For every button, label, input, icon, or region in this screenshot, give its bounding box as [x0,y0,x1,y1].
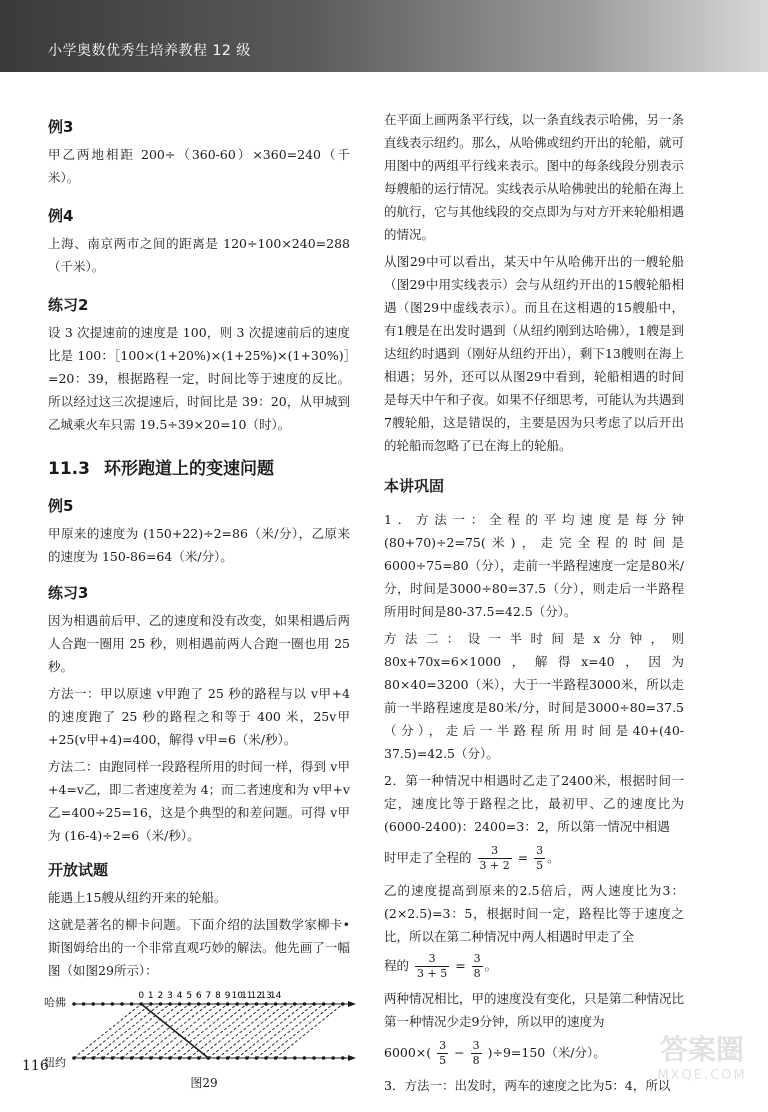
practice-2-text: 设 3 次提速前的速度是 100，则 3 次提速前后的速度比是 100：［100×(1+20%)×(1+25%)×(1+30%)］=20：39，根据路程一定，时间比等于速度的反比。所以经过这三次提速后，时间比是 39：20，从甲城到乙城乘火车只需 19.5÷39×20=10（时）。 [48,325,350,432]
figure-analysis: 从图29中可以看出，某天中午从哈佛开出的一艘轮船（图29中用实线表示）会与从纽约开出的15艘轮船相遇（图29中虚线表示）。而且在这相遇的15艘船中，有1艘是在出发时遇到（从纽约刚到达哈佛），1艘是到达纽约时遇到（刚好从纽约开出），剩下13艘则在海上相遇；另外，还可以从图29中看到，轮船相遇的时间是每天中午和子夜。如果不仔细思考，可能认为共遇到7艘轮船，这是错误的，主要是因为只考虑了以后开出的轮船而忽略了已在海上的轮船。 [384,254,685,453]
day-tick-label: 3 [167,991,173,1001]
newyork-ship-dashed-line [170,1004,237,1058]
newyork-day-dot [283,1056,287,1060]
practice-2-heading: 练习2 [48,296,89,314]
day-tick-label: 4 [176,991,183,1001]
newyork-ship-dashed-line [74,1004,141,1058]
newyork-ship-dashed-line [247,1004,314,1058]
newyork-ship-dashed-line [180,1004,247,1058]
practice-3-para-3: 方法二：由跑同样一段路程所用的时间一样，得到 v甲+4=v乙，即二者速度差为 4；而二者速度和为 v甲+v乙=400÷25=16，这是个典型的和差问题。可得 v甲为 (16-4)÷2=6（米/秒）。 [48,759,350,843]
section-number: 11.3 [48,459,90,479]
harvard-day-dot [82,1002,86,1006]
review-heading: 本讲巩固 [384,477,445,495]
newyork-ship-dashed-line [208,1004,275,1058]
ship-schedule-diagram [44,986,364,1076]
day-tick-label: 5 [186,991,193,1001]
harvard-arrowhead [348,1001,356,1007]
fraction-3-over-3plus2: $\frac{3}{3 + 2}$ [479,844,510,872]
day-tick-label: 12 [250,991,263,1001]
newyork-ship-dashed-line [256,1004,323,1058]
harvard-label: 哈佛 [44,996,66,1009]
right-column [384,108,684,1101]
newyork-ship-dashed-line [103,1004,170,1058]
day-tick-label: 0 [138,991,145,1001]
newyork-arrowhead [348,1055,356,1061]
newyork-day-dot [303,1056,307,1060]
harvard-day-dot [283,1002,287,1006]
harvard-day-dot [130,1002,134,1006]
fraction-3-over-5: $\frac{3}{5}$ [536,844,544,872]
open-question-para-2: 这就是著名的柳卡问题。下面介绍的法国数学家柳卡•斯图姆给出的一个非常直观巧妙的解法。他先画了一幅图（如图29所示）： [48,917,350,978]
day-tick-label: 10 [231,991,243,1001]
watermark-logo [642,1028,762,1108]
review-answer-2-part-1: 2．第一种情况中相遇时乙走了2400米，根据时间一定，速度比等于路程之比，最初甲、乙的速度比为(6000-2400)：2400=3：2，所以第一情况中相遇 [384,773,684,834]
figure-29 [44,986,364,1090]
day-tick-label: 8 [215,991,221,1001]
harvard-day-dot [101,1002,105,1006]
page-number: 116 [22,1058,49,1074]
newyork-ship-dashed-line [112,1004,179,1058]
newyork-label: 纽约 [44,1056,66,1069]
day-tick-label: 13 [260,991,272,1001]
newyork-day-dot [312,1056,316,1060]
example-5-heading: 例5 [48,497,74,515]
fraction-line-prefix: 时甲走了全程的 [384,850,472,865]
open-question-para-1: 能遇上15艘从纽约开来的轮船。 [48,890,227,905]
example-3-text: 甲乙两地相距 200÷（360-60）×360=240（千米）。 [48,147,350,185]
watermark-text: 答案圈 [659,1033,744,1066]
newyork-ship-dashed-line [160,1004,227,1058]
newyork-day-dot [341,1056,345,1060]
fraction-3-over-8: $\frac{3}{8}$ [473,952,481,980]
newyork-ship-dashed-line [237,1004,304,1058]
practice-3-para-2: 方法一：甲以原速 v甲跑了 25 秒的路程与以 v甲+4 的速度跑了 25 秒的路程之和等于 400 米，25v甲+25(v甲+4)=400，解得 v甲=6（米/秒）。 [48,686,350,747]
newyork-day-dot [322,1056,326,1060]
day-tick-label: 2 [157,991,164,1001]
review-answer-1-method-2: 方法二：设一半时间是x分钟，则80x+70x=6×1000，解得x=40，因为80×40=3200（米），大于一半路程3000米，所以走前一半路程速度是80米/分，时间是3000÷80=37.5（分），走后一半路程所用时间是40+(40-37.5)=42.5（分）。 [384,631,684,761]
open-question-heading: 开放试题 [48,861,109,879]
newyork-day-dot [293,1056,297,1060]
day-tick-label: 9 [224,991,231,1001]
example-5-text: 甲原来的速度为 (150+22)÷2=86（米/分），乙原来的速度为 150-86=64（米/分）。 [48,526,350,564]
fraction-3-over-8: $\frac{3}{8}$ [472,1039,480,1067]
book-title: 小学奥数优秀生培养教程 12 级 [48,43,251,59]
review-answer-3: 3．方法一：出发时，两车的速度之比为5：4，所以 [384,1078,671,1093]
harvard-day-dot [303,1002,307,1006]
newyork-ship-dashed-line [84,1004,151,1058]
practice-3-para-1: 因为相遇前后甲、乙的速度和没有改变，如果相遇后两人合跑一圈用 25 秒，则相遇前两人合跑一圈也用 25 秒。 [48,613,350,674]
newyork-ship-dashed-line [266,1004,333,1058]
section-title: 环形跑道上的变速问题 [103,459,274,479]
review-answer-1-method-1: 1．方法一：全程的平均速度是每分钟 (80+70)÷2=75(米)，走完全程的时间是6000÷75=80（分），走前一半路程速度一定是80米/分，时间是3000÷80=37.5（分），则走后一半路程所用时间是80-37.5=42.5（分）。 [384,512,684,619]
newyork-ship-dashed-line [218,1004,285,1058]
day-tick-label: 11 [241,991,253,1001]
section-heading [48,454,350,479]
watermark-url: MXQE.COM [657,1068,747,1083]
harvard-day-dot [91,1002,95,1006]
equals-sign: = [455,958,466,973]
example-4-text: 上海、南京两市之间的距离是 120÷100×240=288（千米）。 [48,236,350,274]
review-answer-2-part-3: 两种情况相比，甲的速度没有变化，只是第二种情况比第一种情况少走9分钟，所以甲的速度为 [384,991,685,1029]
newyork-ship-dashed-line [228,1004,295,1058]
day-tick-label: 1 [147,991,154,1001]
review-answer-2-part-2: 乙的速度提高到原来的2.5倍后，两人速度比为3：(2×2.5)=3：5，根据时间一定，路程比等于速度之比，所以在第二种情况中两人相遇时甲走了全 [384,883,684,944]
newyork-ship-dashed-line [151,1004,218,1058]
harvard-day-dot [72,1002,76,1006]
day-tick-label: 6 [195,991,202,1001]
practice-3-heading: 练习3 [48,584,89,602]
newyork-ship-dashed-line [122,1004,189,1058]
fraction-line-2-prefix: 程的 [384,958,410,973]
newyork-ship-dashed-line [276,1004,343,1058]
review-answer-2-fraction-line-2: 程的 $\frac{3}{3 + 5}$ = $\frac{3}{8}$ 。 [384,952,498,980]
left-column [44,108,350,1090]
newyork-ship-dashed-line [199,1004,266,1058]
fraction-3-over-5: $\frac{3}{5}$ [439,1039,447,1067]
fraction-3-over-3plus5: $\frac{3}{3 + 5}$ [417,952,448,980]
example-3-heading: 例3 [48,118,74,136]
example-4-heading: 例4 [48,207,74,225]
day-tick-label: 14 [269,991,282,1001]
figure-explanation: 在平面上画两条平行线，以一条直线表示哈佛，另一条直线表示纽约。那么，从哈佛或纽约开出的轮船，就可用图中的两组平行线来表示。图中的每条线段分别表示每艘船的运行情况。实线表示从哈佛驶出的轮船在海上的航行，它与其他线段的交点即为与对方开来轮船相遇的情况。 [384,112,685,242]
newyork-day-dot [331,1056,335,1060]
review-answer-2-fraction-line: 时甲走了全程的 $\frac{3}{3 + 2}$ = $\frac{3}{5}$ 。 [384,844,560,872]
figure-caption: 图29 [190,1076,218,1090]
review-answer-2-result: 6000×( $\frac{3}{5}$ − $\frac{3}{8}$ )÷9=150（米/分）。 [384,1039,606,1067]
newyork-ship-dashed-line [132,1004,199,1058]
harvard-day-dot [111,1002,115,1006]
harvard-day-dot [120,1002,124,1006]
harvard-day-dot [322,1002,326,1006]
equals-sign: = [517,850,529,865]
page-header [0,0,768,72]
day-tick-label: 7 [205,991,212,1001]
